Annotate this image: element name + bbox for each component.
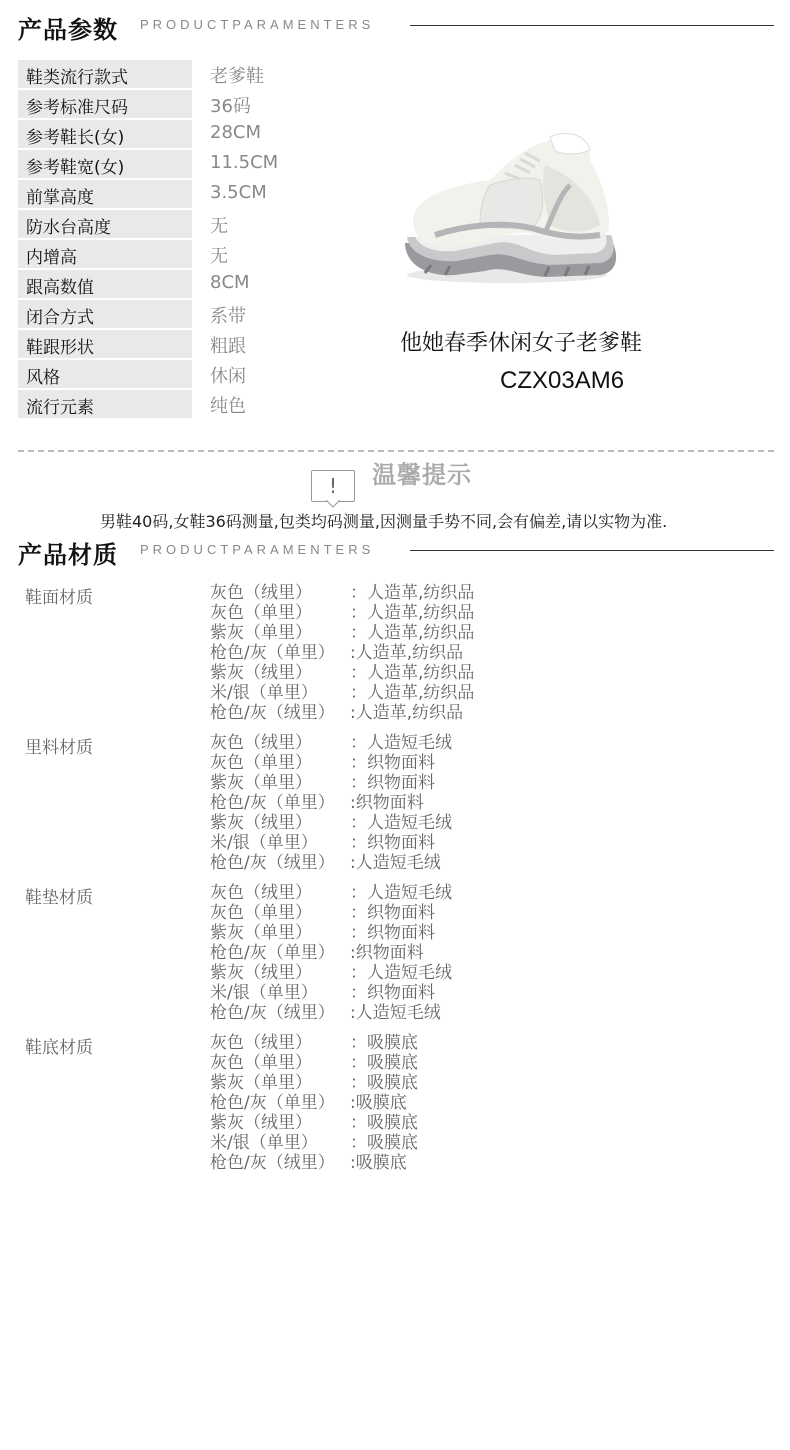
material-item bbox=[210, 643, 463, 663]
material-item bbox=[210, 1113, 418, 1133]
param-label: 防水台高度 bbox=[26, 218, 111, 238]
material-item bbox=[210, 943, 424, 963]
material-item bbox=[210, 813, 452, 833]
material-color: 灰色（单里） bbox=[210, 1053, 312, 1073]
material-value: ：织物面料 bbox=[350, 753, 435, 773]
param-value: 3.5CM bbox=[210, 182, 267, 203]
material-item bbox=[210, 903, 435, 923]
material-item bbox=[210, 1093, 407, 1113]
material-item bbox=[210, 923, 435, 943]
material-value: :人造短毛绒 bbox=[350, 1003, 441, 1023]
param-row bbox=[18, 270, 192, 298]
material-value: ：织物面料 bbox=[350, 903, 435, 923]
material-item bbox=[210, 583, 474, 603]
material-color: 米/银（单里） bbox=[210, 1133, 318, 1153]
material-value: :织物面料 bbox=[350, 793, 424, 813]
material-group-label: 鞋垫材质 bbox=[25, 888, 93, 908]
material-color: 灰色（绒里） bbox=[210, 583, 312, 603]
section-subtitle-materials: PRODUCTPARAMENTERS bbox=[140, 542, 375, 557]
param-label: 风格 bbox=[26, 368, 60, 388]
material-color: 紫灰（单里） bbox=[210, 773, 312, 793]
material-value: :织物面料 bbox=[350, 943, 424, 963]
material-value: ：人造革,纺织品 bbox=[350, 583, 475, 603]
material-color: 紫灰（绒里） bbox=[210, 813, 312, 833]
param-row bbox=[18, 90, 192, 118]
material-color: 枪色/灰（单里） bbox=[210, 943, 335, 963]
material-item bbox=[210, 1153, 407, 1173]
material-value: ：吸膜底 bbox=[350, 1133, 418, 1153]
material-color: 紫灰（单里） bbox=[210, 1073, 312, 1093]
param-label: 内增高 bbox=[26, 248, 77, 268]
param-value: 8CM bbox=[210, 272, 250, 293]
material-value: ：织物面料 bbox=[350, 833, 435, 853]
param-label: 前掌高度 bbox=[26, 188, 94, 208]
param-value: 36码 bbox=[210, 96, 251, 117]
material-value: ：织物面料 bbox=[350, 983, 435, 1003]
param-row bbox=[18, 60, 192, 88]
material-value: ：人造革,纺织品 bbox=[350, 603, 475, 623]
material-color: 紫灰（单里） bbox=[210, 623, 312, 643]
param-label: 鞋跟形状 bbox=[26, 338, 94, 358]
material-item bbox=[210, 1003, 441, 1023]
material-value: ：人造短毛绒 bbox=[350, 963, 452, 983]
material-value: ：吸膜底 bbox=[350, 1033, 418, 1053]
material-color: 灰色（绒里） bbox=[210, 883, 312, 903]
param-row bbox=[18, 180, 192, 208]
material-color: 紫灰（绒里） bbox=[210, 663, 312, 683]
param-row bbox=[18, 330, 192, 358]
material-item bbox=[210, 1033, 418, 1053]
section-divider bbox=[410, 25, 774, 26]
material-color: 灰色（绒里） bbox=[210, 733, 312, 753]
material-value: ：人造短毛绒 bbox=[350, 733, 452, 753]
section-subtitle-params: PRODUCTPARAMENTERS bbox=[140, 17, 375, 32]
param-value: 11.5CM bbox=[210, 152, 279, 173]
param-label: 跟高数值 bbox=[26, 278, 94, 298]
section-divider bbox=[410, 550, 774, 551]
material-item bbox=[210, 1133, 418, 1153]
material-color: 紫灰（绒里） bbox=[210, 963, 312, 983]
param-value: 28CM bbox=[210, 122, 262, 143]
param-row bbox=[18, 300, 192, 328]
material-item bbox=[210, 623, 474, 643]
material-item bbox=[210, 1053, 418, 1073]
material-item bbox=[210, 833, 435, 853]
material-value: ：吸膜底 bbox=[350, 1073, 418, 1093]
param-label: 鞋类流行款式 bbox=[26, 68, 128, 88]
material-color: 灰色（单里） bbox=[210, 603, 312, 623]
material-color: 枪色/灰（绒里） bbox=[210, 1003, 335, 1023]
notice-text: 男鞋40码,女鞋36码测量,包类均码测量,因测量手势不同,会有偏差,请以实物为准. bbox=[100, 512, 668, 531]
material-color: 米/银（单里） bbox=[210, 833, 318, 853]
alert-icon-glyph: ! bbox=[328, 474, 338, 498]
material-value: :吸膜底 bbox=[350, 1153, 407, 1173]
param-value: 系带 bbox=[210, 306, 246, 327]
material-value: ：织物面料 bbox=[350, 773, 435, 793]
material-color: 紫灰（单里） bbox=[210, 923, 312, 943]
param-label: 参考标准尺码 bbox=[26, 98, 128, 118]
param-row bbox=[18, 210, 192, 238]
param-label: 参考鞋长(女) bbox=[26, 128, 125, 148]
material-item bbox=[210, 733, 452, 753]
material-color: 枪色/灰（单里） bbox=[210, 793, 335, 813]
material-value: ：吸膜底 bbox=[350, 1053, 418, 1073]
material-item bbox=[210, 603, 474, 623]
material-color: 灰色（单里） bbox=[210, 903, 312, 923]
material-value: ：织物面料 bbox=[350, 923, 435, 943]
param-row bbox=[18, 360, 192, 388]
param-value: 无 bbox=[210, 216, 228, 237]
material-color: 米/银（单里） bbox=[210, 683, 318, 703]
material-color: 灰色（绒里） bbox=[210, 1033, 312, 1053]
material-group-label: 鞋底材质 bbox=[25, 1038, 93, 1058]
material-color: 枪色/灰（单里） bbox=[210, 1093, 335, 1113]
material-item bbox=[210, 793, 424, 813]
material-value: ：吸膜底 bbox=[350, 1113, 418, 1133]
material-value: :人造革,纺织品 bbox=[350, 643, 464, 663]
material-item bbox=[210, 683, 474, 703]
material-value: :人造短毛绒 bbox=[350, 853, 441, 873]
sneaker-image bbox=[395, 125, 625, 290]
param-value: 无 bbox=[210, 246, 228, 267]
notice-title: 温馨提示 bbox=[372, 461, 472, 489]
material-item bbox=[210, 983, 435, 1003]
material-value: ：人造短毛绒 bbox=[350, 883, 452, 903]
material-color: 枪色/灰（绒里） bbox=[210, 703, 335, 723]
material-item bbox=[210, 883, 452, 903]
section-title-params: 产品参数 bbox=[18, 16, 118, 44]
product-name: 他她春季休闲女子老爹鞋 bbox=[400, 331, 643, 356]
material-value: :吸膜底 bbox=[350, 1093, 407, 1113]
material-group-label: 里料材质 bbox=[25, 738, 93, 758]
material-value: ：人造革,纺织品 bbox=[350, 623, 475, 643]
dashed-divider bbox=[18, 450, 774, 452]
section-title-materials: 产品材质 bbox=[18, 541, 118, 569]
param-value: 纯色 bbox=[210, 396, 246, 417]
material-group-label: 鞋面材质 bbox=[25, 588, 93, 608]
alert-icon-tail bbox=[326, 500, 340, 508]
param-row bbox=[18, 120, 192, 148]
param-label: 闭合方式 bbox=[26, 308, 94, 328]
material-color: 紫灰（绒里） bbox=[210, 1113, 312, 1133]
material-item bbox=[210, 703, 463, 723]
material-item bbox=[210, 1073, 418, 1093]
material-color: 灰色（单里） bbox=[210, 753, 312, 773]
param-value: 粗跟 bbox=[210, 336, 246, 357]
product-model: CZX03AM6 bbox=[500, 367, 625, 394]
material-color: 枪色/灰（绒里） bbox=[210, 1153, 335, 1173]
param-row bbox=[18, 390, 192, 418]
material-color: 枪色/灰（单里） bbox=[210, 643, 335, 663]
material-color: 枪色/灰（绒里） bbox=[210, 853, 335, 873]
material-value: ：人造短毛绒 bbox=[350, 813, 452, 833]
material-value: :人造革,纺织品 bbox=[350, 703, 464, 723]
material-item bbox=[210, 853, 441, 873]
material-color: 米/银（单里） bbox=[210, 983, 318, 1003]
param-value: 老爹鞋 bbox=[210, 66, 264, 87]
material-value: ：人造革,纺织品 bbox=[350, 683, 475, 703]
material-item bbox=[210, 963, 452, 983]
param-row bbox=[18, 240, 192, 268]
material-value: ：人造革,纺织品 bbox=[350, 663, 475, 683]
material-item bbox=[210, 663, 474, 683]
material-item bbox=[210, 753, 435, 773]
param-label: 流行元素 bbox=[26, 398, 94, 418]
material-item bbox=[210, 773, 435, 793]
param-row bbox=[18, 150, 192, 178]
param-label: 参考鞋宽(女) bbox=[26, 158, 125, 178]
alert-icon bbox=[311, 470, 355, 502]
param-value: 休闲 bbox=[210, 366, 246, 387]
